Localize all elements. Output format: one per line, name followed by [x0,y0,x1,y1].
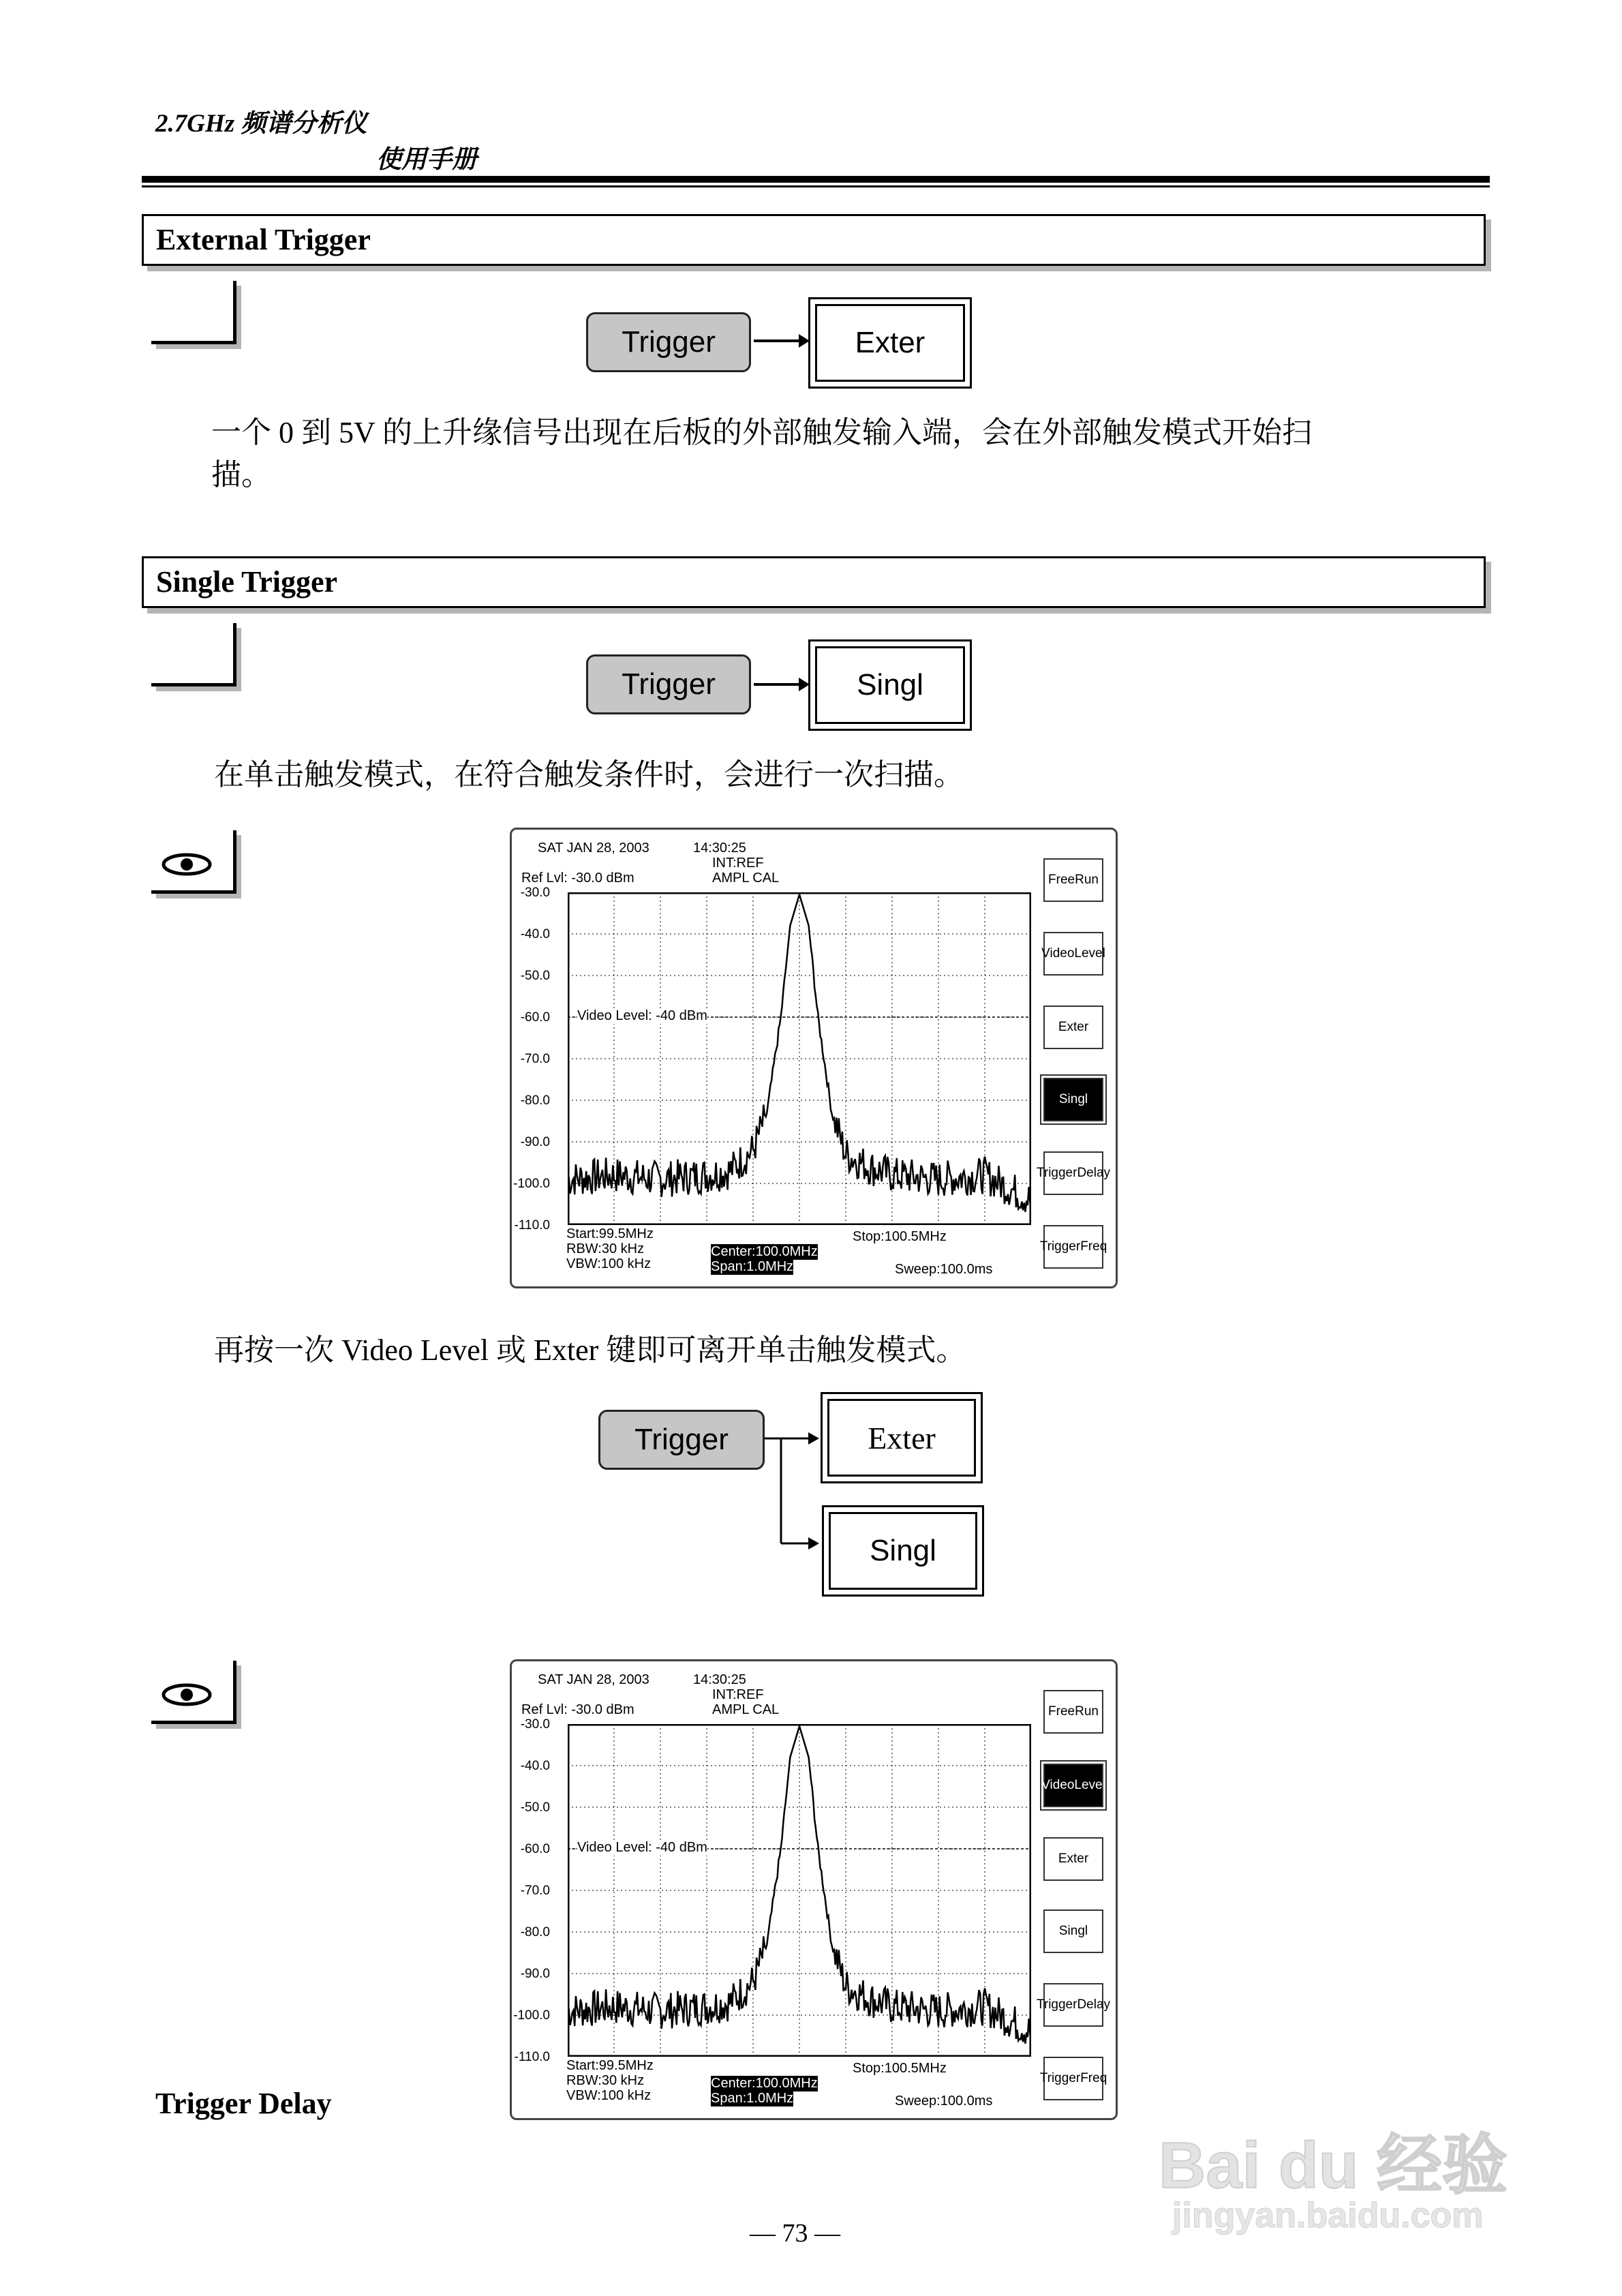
video-level-label: Video Level: -40 dBm [577,1008,707,1023]
screen-ref-level: Ref Lvl: -30.0 dBm [521,871,634,886]
key-procedure-icon [151,623,236,686]
y-tick-label: -50.0 [520,969,550,983]
start-frequency: Start:99.5MHz [566,2058,654,2073]
manual-title: 2.7GHz 频谱分析仪 [155,110,367,138]
arrow-icon [751,671,810,698]
section-title-trigger-delay: Trigger Delay [155,2087,332,2120]
header-rule-thin [142,185,1490,187]
eye-icon [151,1661,233,1721]
sweep-time: Sweep:100.0ms [895,1262,993,1277]
y-tick-label: -100.0 [513,2008,550,2023]
header-rule [142,176,1490,183]
display-icon [151,1661,236,1724]
trigger-key[interactable]: Trigger [586,654,751,714]
screen-date: SAT JAN 28, 2003 [538,1672,649,1687]
page-number: — 73 — [750,2219,840,2248]
trigger-key[interactable]: Trigger [598,1410,765,1470]
screen-int-ref: INT:REF [712,1687,764,1702]
section-title-external-trigger: External Trigger [142,214,1486,266]
singl-key[interactable]: Singl [808,639,972,731]
screen-int-ref: INT:REF [712,856,764,871]
spectrum-plot [568,892,1031,1225]
branch-arrows-icon [763,1418,821,1568]
softkey-trigger-delay[interactable]: Trigger Delay [1043,1983,1103,2027]
span: Span:1.0MHz [711,2091,794,2106]
screen-ampl-cal: AMPL CAL [712,871,780,886]
y-tick-label: -100.0 [513,1177,550,1191]
exter-key[interactable]: Exter [808,297,972,389]
video-level-label: Video Level: -40 dBm [577,1840,707,1855]
key-procedure-icon [151,281,236,344]
stop-frequency: Stop:100.5MHz [853,2061,947,2076]
span: Span:1.0MHz [711,1259,794,1274]
softkey-exter[interactable]: Exter [1043,1006,1103,1049]
singl-key[interactable]: Singl [822,1505,984,1597]
y-tick-label: -50.0 [520,1800,550,1815]
manual-subtitle: 使用手册 [376,146,477,174]
y-tick-label: -30.0 [520,886,550,900]
start-frequency: Start:99.5MHz [566,1226,654,1241]
single-trigger-text: 在单击触发模式，在符合触发条件时，会进行一次扫描。 [214,758,964,791]
softkey-video-level[interactable]: Video Level [1043,1764,1103,1807]
rbw: RBW:30 kHz [566,1241,645,1256]
softkey-singl[interactable]: Singl [1043,1078,1103,1121]
rbw: RBW:30 kHz [566,2073,645,2088]
y-tick-label: -110.0 [514,1218,550,1233]
leave-single-text: 再按一次 Video Level 或 Exter 键即可离开单击触发模式。 [214,1333,966,1367]
vbw: VBW:100 kHz [566,2088,652,2103]
vbw: VBW:100 kHz [566,1256,652,1271]
softkey-video-level[interactable]: Video Level [1043,932,1103,976]
watermark-logo: Bai du 经验 [1159,2129,1508,2202]
y-tick-label: -40.0 [520,1759,550,1773]
sweep-time: Sweep:100.0ms [895,2094,993,2109]
softkey-exter[interactable]: Exter [1043,1837,1103,1881]
y-tick-label: -80.0 [520,1093,550,1108]
section-title-single-trigger: Single Trigger [142,556,1486,608]
y-tick-label: -60.0 [520,1842,550,1856]
screen-ampl-cal: AMPL CAL [712,1702,780,1717]
y-tick-label: -30.0 [520,1717,550,1732]
softkey-free-run[interactable]: Free Run [1043,858,1103,902]
analyzer-screen-2 [510,1659,1118,2120]
eye-icon [151,830,233,890]
y-tick-label: -40.0 [520,927,550,941]
trigger-key[interactable]: Trigger [586,312,751,372]
y-tick-label: -70.0 [520,1052,550,1066]
display-icon [151,830,236,894]
softkey-free-run[interactable]: Free Run [1043,1690,1103,1734]
external-trigger-text-line2: 描。 [211,458,271,492]
softkey-trigger-freq[interactable]: Trigger Freq [1043,2057,1103,2100]
spectrum-plot [568,1724,1031,2057]
center-frequency: Center:100.0MHz [711,1244,818,1259]
screen-time: 14:30:25 [693,841,746,856]
y-tick-label: -90.0 [520,1135,550,1149]
y-tick-label: -80.0 [520,1925,550,1939]
external-trigger-text-line1: 一个 0 到 5V 的上升缘信号出现在后板的外部触发输入端，会在外部触发模式开始扫 [211,416,1312,449]
softkey-singl[interactable]: Singl [1043,1909,1103,1953]
screen-time: 14:30:25 [693,1672,746,1687]
screen-date: SAT JAN 28, 2003 [538,841,649,856]
stop-frequency: Stop:100.5MHz [853,1229,947,1244]
watermark-url: jingyan.baidu.com [1172,2196,1484,2235]
arrow-icon [751,327,810,354]
screen-ref-level: Ref Lvl: -30.0 dBm [521,1702,634,1717]
center-frequency: Center:100.0MHz [711,2076,818,2091]
y-tick-label: -70.0 [520,1884,550,1898]
softkey-trigger-freq[interactable]: Trigger Freq [1043,1225,1103,1269]
softkey-trigger-delay[interactable]: Trigger Delay [1043,1151,1103,1195]
analyzer-screen-1 [510,828,1118,1288]
exter-key[interactable]: Exter [821,1392,983,1483]
y-tick-label: -90.0 [520,1967,550,1981]
y-tick-label: -60.0 [520,1010,550,1025]
y-tick-label: -110.0 [514,2050,550,2064]
